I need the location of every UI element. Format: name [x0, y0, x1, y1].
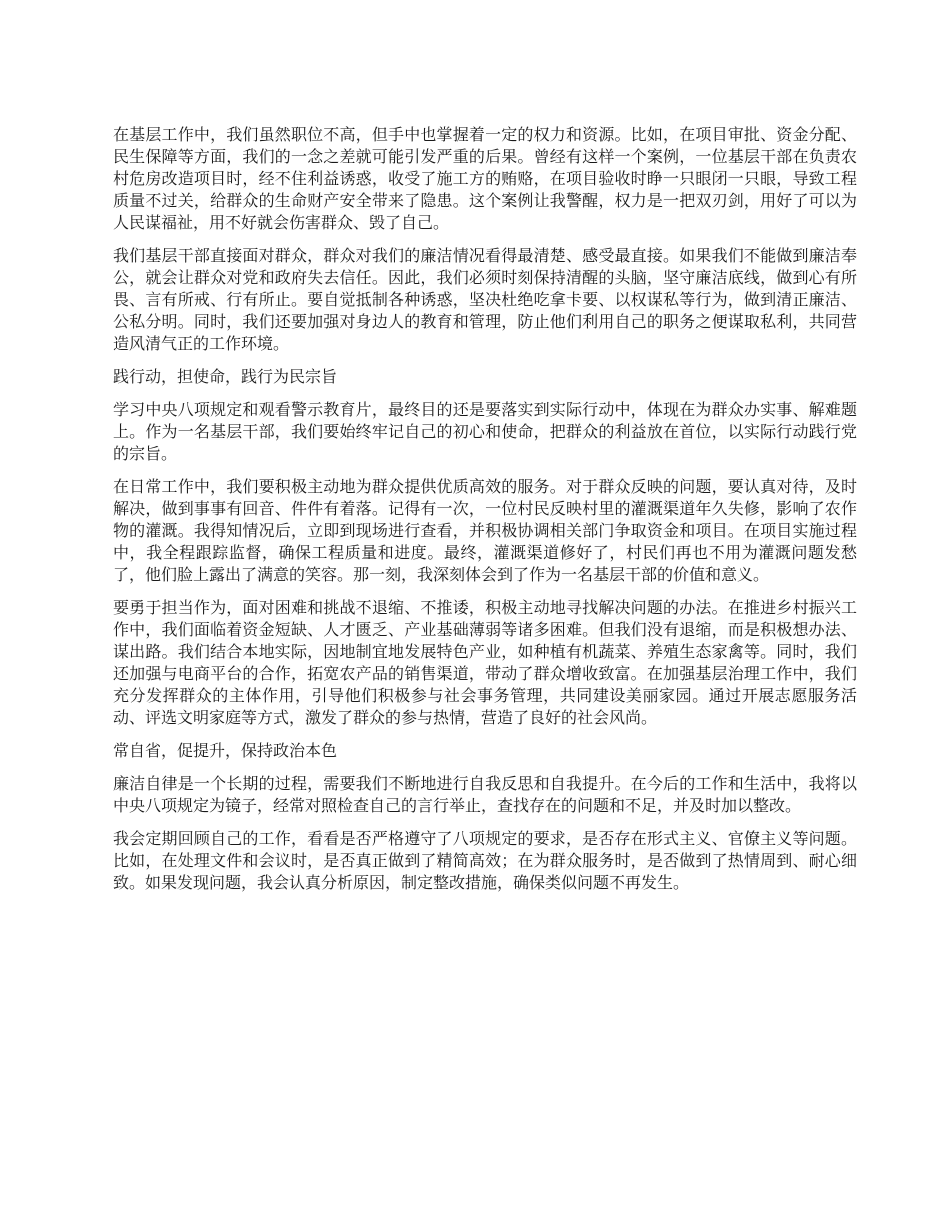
paragraph-review: 我会定期回顾自己的工作，看看是否严格遵守了八项规定的要求，是否存在形式主义、官僚主义等问题。比如，在处理文件和会议时，是否真正做到了精简高效；在为群众服务时，是否做到了热情周到、耐心细致。如果发现问题，我会认真分析原因，制定整改措施，确保类似问题不再发生。 [113, 829, 857, 892]
section-heading-action: 践行动，担使命，践行为民宗旨 [113, 367, 338, 386]
paragraph-service: 在日常工作中，我们要积极主动地为群众提供优质高效的服务。对于群众反映的问题，要认真对待，及时解决，做到事事有回音、件件有着落。记得有一次，一位村民反映村里的灌溉渠道年久失修，影响了农作物的灌溉。我得知情况后，立即到现场进行查看，并积极协调相关部门争取资金和项目。在项目实施过程中，我全程跟踪监督，确保工程质量和进度。最终，灌溉渠道修好了，村民们再也不用为灌溉问题发愁了，他们脸上露出了满意的笑容。那一刻，我深刻体会到了作为一名基层干部的价值和意义。 [113, 477, 857, 584]
paragraph-responsibility: 要勇于担当作为，面对困难和挑战不退缩、不推诿，积极主动地寻找解决问题的办法。在推进乡村振兴工作中，我们面临着资金短缺、人才匮乏、产业基础薄弱等诸多困难。但我们没有退缩，而是积极想办法、谋出路。我们结合本地实际，因地制宜地发展特色产业，如种植有机蔬菜、养殖生态家禽等。同时，我们还加强与电商平台的合作，拓宽农产品的销售渠道，带动了群众增收致富。在加强基层治理工作中，我们充分发挥群众的主体作用，引导他们积极参与社会事务管理，共同建设美丽家园。通过开展志愿服务活动、评选文明家庭等方式，激发了群众的参与热情，营造了良好的社会风尚。 [113, 598, 857, 727]
paragraph-power-risk: 在基层工作中，我们虽然职位不高，但手中也掌握着一定的权力和资源。比如，在项目审批、资金分配、民生保障等方面，我们的一念之差就可能引发严重的后果。曾经有这样一个案例，一位基层干部在负责农村危房改造项目时，经不住利益诱惑，收受了施工方的贿赂，在项目验收时睁一只眼闭一只眼，导致工程质量不过关，给群众的生命财产安全带来了隐患。这个案例让我警醒，权力是一把双刃剑，用好了可以为人民谋福祉，用不好就会伤害群众、毁了自己。 [113, 125, 857, 232]
paragraph-self-discipline: 廉洁自律是一个长期的过程，需要我们不断地进行自我反思和自我提升。在今后的工作和生活中，我将以中央八项规定为镜子，经常对照检查自己的言行举止，查找存在的问题和不足，并及时加以整改。 [113, 774, 857, 815]
document-body [113, 124, 857, 905]
paragraph-integrity: 我们基层干部直接面对群众，群众对我们的廉洁情况看得最清楚、感受最直接。如果我们不能做到廉洁奉公，就会让群众对党和政府失去信任。因此，我们必须时刻保持清醒的头脑，坚守廉洁底线，做到心有所畏、言有所戒、行有所止。要自觉抵制各种诱惑，坚决杜绝吃拿卡要、以权谋私等行为，做到清正廉洁、公私分明。同时，我们还要加强对身边人的教育和管理，防止他们利用自己的职务之便谋取私利，共同营造风清气正的工作环境。 [113, 246, 857, 353]
section-heading-reflection: 常自省，促提升，保持政治本色 [113, 741, 338, 760]
paragraph-purpose: 学习中央八项规定和观看警示教育片，最终目的还是要落实到实际行动中，体现在为群众办实事、解难题上。作为一名基层干部，我们要始终牢记自己的初心和使命，把群众的利益放在首位，以实际行动践行党的宗旨。 [113, 400, 857, 463]
